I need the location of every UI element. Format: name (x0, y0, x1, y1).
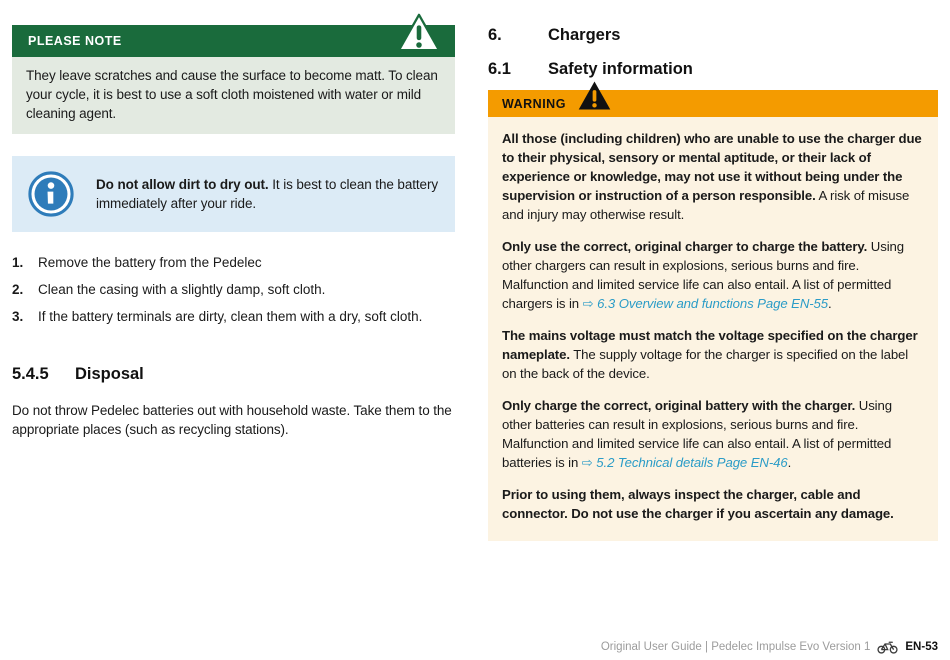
warning-rest-text: Using other chargers can result in explosions, serious burns and fire. Malfunction and limited service life can also entail. A list of permitted chargers is in (502, 239, 904, 311)
please-note-title: PLEASE NOTE (28, 34, 122, 48)
warning-triangle-icon (397, 12, 441, 53)
warning-paragraph (502, 129, 924, 224)
right-column (488, 25, 938, 541)
warning-rest-text: Using other batteries can result in explosions, serious burns and fire. Malfunction and limited service life can also entail. A list of permitted batteries is in (502, 398, 892, 470)
cross-reference-link[interactable] (582, 455, 788, 470)
link-text: 5.2 Technical details Page EN-46 (596, 455, 788, 470)
section-heading-safety-information (488, 59, 938, 79)
chapter-heading-chargers (488, 25, 938, 45)
after-link-text: . (787, 455, 792, 470)
link-arrow-icon: ⇨ (582, 296, 594, 311)
warning-rest-text: A risk of misuse and injury may otherwise result. (502, 188, 910, 222)
warning-bold-text: Prior to using them, always inspect the charger, cable and connector. Do not use the charger if you ascertain any damage. (502, 487, 894, 521)
list-item-text: If the battery terminals are dirty, clean them with a dry, soft cloth. (38, 309, 423, 324)
link-text: 6.3 Overview and functions Page EN-55 (597, 296, 828, 311)
footer-document-title: Original User Guide | Pedelec Impulse Evo Version 1 (600, 641, 871, 653)
list-item-number: 3. (12, 309, 24, 324)
warning-bold-text: Only charge the correct, original battery with the charger. (502, 398, 856, 413)
section-title: Safety information (548, 60, 693, 78)
list-item-number: 2. (12, 282, 24, 297)
info-box-bold-text: Do not allow dirt to dry out. (96, 177, 269, 192)
warning-triangle-icon (578, 80, 611, 111)
chapter-number: 6. (488, 26, 502, 44)
warning-box (488, 90, 938, 541)
bicycle-icon (877, 640, 898, 654)
warning-paragraph (502, 237, 924, 313)
warning-bold-text: All those (including children) who are unable to use the charger due to their physical, sensory or mental aptitude, or their lack of experience or knowledge, may not use it without being under the supervision or instruction of a person responsible. (502, 131, 922, 203)
warning-bold-text: Only use the correct, original charger to charge the battery. (502, 239, 868, 254)
info-icon (28, 171, 74, 217)
list-item (12, 253, 455, 272)
left-column (12, 25, 455, 439)
warning-title: WARNING (502, 96, 566, 111)
after-link-text: . (828, 296, 832, 311)
info-box-rest-text: It is best to clean the battery immediately after your ride. (96, 177, 438, 211)
warning-body (488, 117, 938, 541)
info-box-text (96, 175, 439, 213)
warning-paragraph (502, 396, 924, 472)
warning-header (488, 90, 938, 117)
page-number: EN-53 (905, 641, 938, 653)
info-box (12, 156, 455, 232)
page-footer (601, 640, 938, 654)
please-note-text: They leave scratches and cause the surface to become matt. To clean your cycle, it is best to use a soft cloth moistened with water or mild cleaning agent. (26, 68, 438, 121)
list-item-text: Remove the battery from the Pedelec (38, 255, 262, 270)
section-title: Disposal (75, 365, 144, 383)
section-heading-disposal (12, 364, 455, 384)
please-note-box (12, 25, 455, 134)
list-item-number: 1. (12, 255, 24, 270)
please-note-header (12, 25, 455, 57)
link-arrow-icon: ⇨ (581, 455, 593, 470)
please-note-body (12, 57, 455, 134)
chapter-title: Chargers (548, 26, 621, 44)
list-item (12, 280, 455, 299)
section-number: 6.1 (488, 60, 511, 78)
section-number: 5.4.5 (12, 365, 49, 383)
warning-rest-text: The supply voltage for the charger is specified on the label on the back of the device. (502, 347, 909, 381)
warning-bold-text: The mains voltage must match the voltage specified on the charger nameplate. (502, 328, 918, 362)
cross-reference-link[interactable] (583, 296, 828, 311)
cleaning-steps-list (12, 253, 455, 326)
warning-paragraph (502, 485, 924, 523)
disposal-paragraph: Do not throw Pedelec batteries out with household waste. Take them to the appropriate places (such as recycling stations). (12, 403, 452, 437)
warning-paragraph (502, 326, 924, 383)
list-item (12, 307, 455, 326)
list-item-text: Clean the casing with a slightly damp, soft cloth. (38, 282, 326, 297)
